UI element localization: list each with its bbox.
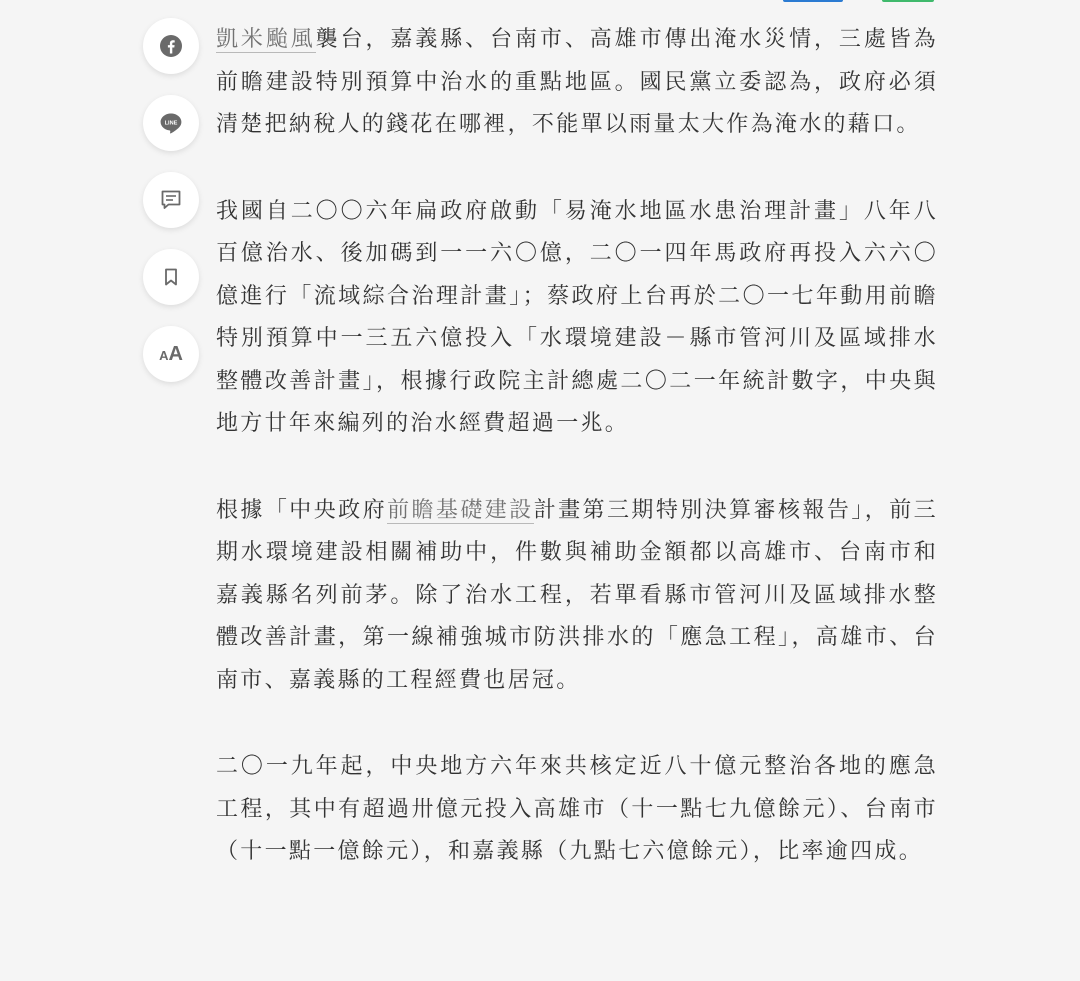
paragraph-3-text-before: 根據「中央政府: [216, 497, 388, 523]
bookmark-icon: [161, 267, 181, 287]
header-tag-blue[interactable]: [783, 0, 843, 2]
article-paragraph-3: [216, 490, 938, 703]
article-paragraph-1: [216, 19, 938, 147]
article-paragraph-2: 我國自二〇〇六年扁政府啟動「易淹水地區水患治理計畫」八年八百億治水、後加碼到一一六〇億，二〇一四年馬政府再投入六六〇億進行「流域綜合治理計畫」；蔡政府上台再於二〇一七年動用前瞻特別預算中一三五六億投入「水環境建設－縣市管河川及區域排水整體改善計畫」，根據行政院主計總處二〇二一年統計數字，中央與地方廿年來編列的治水經費超過一兆。: [216, 198, 938, 436]
facebook-share-button[interactable]: [143, 18, 199, 74]
header-tag-green[interactable]: [882, 0, 934, 2]
top-header-edge: [0, 0, 1080, 2]
line-icon-label: LINE: [164, 120, 178, 127]
font-size-icon: [159, 344, 183, 364]
bookmark-button[interactable]: [143, 249, 199, 305]
font-size-icon-small-a: A: [159, 348, 169, 363]
typhoon-gaemi-link[interactable]: 凱米颱風: [216, 27, 316, 52]
comment-icon: [159, 188, 183, 212]
font-size-icon-large-a: A: [168, 343, 183, 365]
article-body: [216, 19, 938, 874]
font-size-button[interactable]: [143, 326, 199, 382]
forward-looking-infrastructure-link[interactable]: 前瞻基礎建設: [387, 497, 534, 523]
paragraph-1-text: 襲台，嘉義縣、台南市、高雄市傳出淹水災情，三處皆為前瞻建設特別預算中治水的重點地區。國民黨立委認為，政府必須清楚把納稅人的錢花在哪裡，不能單以雨量太大作為淹水的藉口。: [216, 27, 938, 137]
paragraph-3-text-after: 計畫第三期特別決算審核報告」，前三期水環境建設相關補助中，件數與補助金額都以高雄市、台南市和嘉義縣名列前茅。除了治水工程，若單看縣市管河川及區域排水整體改善計畫，第一線補強城市防洪排水的「應急工程」，高雄市、台南市、嘉義縣的工程經費也居冠。: [216, 497, 938, 693]
share-rail: [143, 18, 199, 403]
article-paragraph-4: 二〇一九年起，中央地方六年來共核定近八十億元整治各地的應急工程，其中有超過卅億元投入高雄市（十一點七九億餘元）、台南市（十一點一億餘元），和嘉義縣（九點七六億餘元），比率逾四成。: [216, 754, 938, 864]
facebook-icon: [159, 34, 183, 58]
comment-button[interactable]: [143, 172, 199, 228]
line-icon: [159, 111, 183, 135]
line-share-button[interactable]: [143, 95, 199, 151]
